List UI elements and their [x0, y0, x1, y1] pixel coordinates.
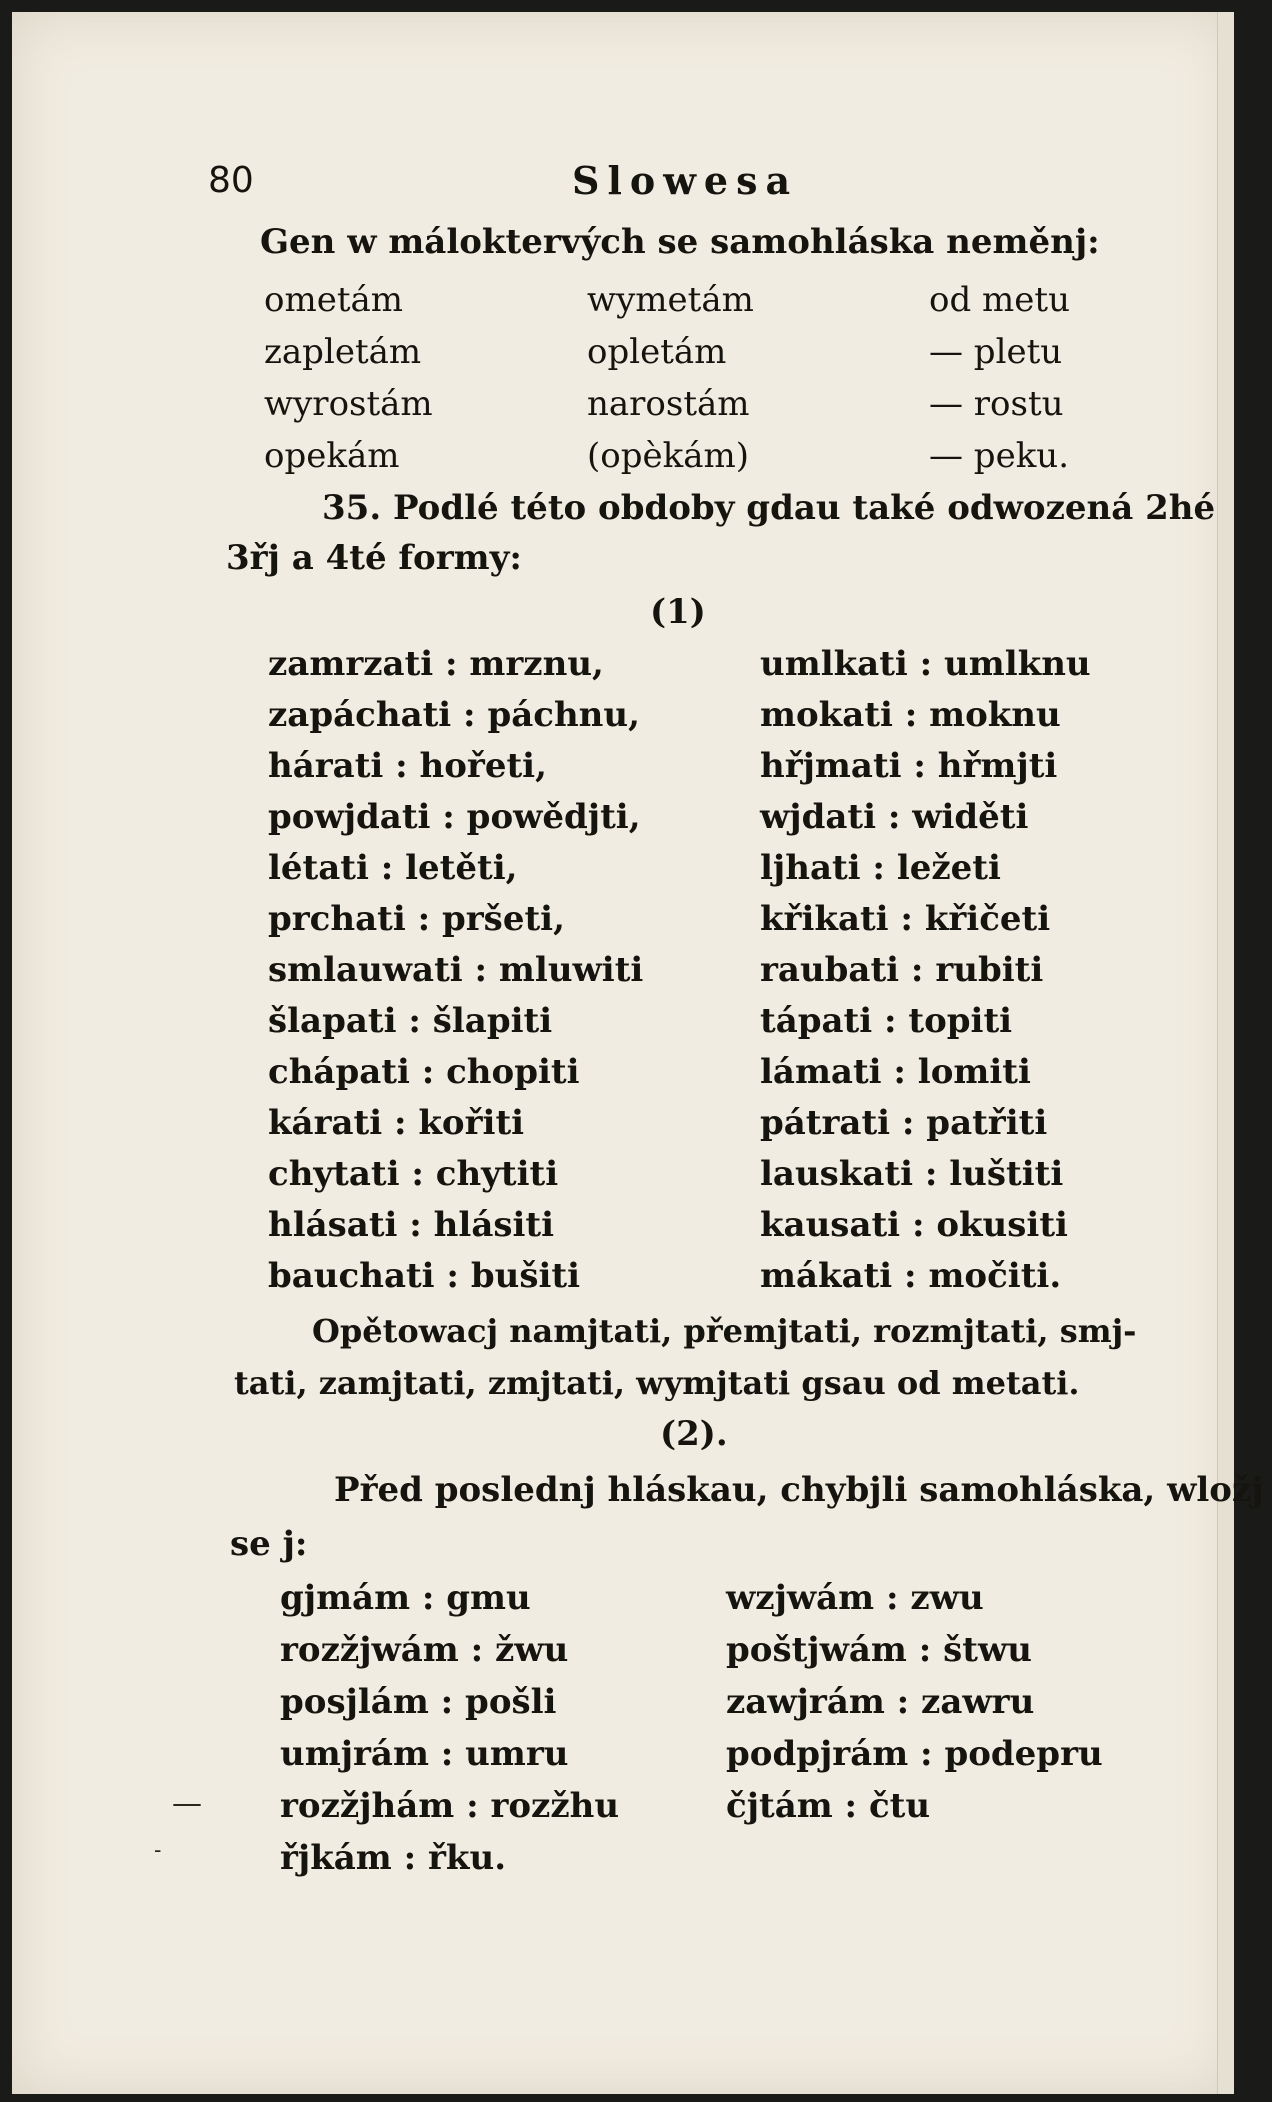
margin-mark: — [172, 1786, 202, 1821]
cell: ometám [264, 280, 404, 320]
table-row [12, 1205, 1212, 1257]
cell: podpjrám : podepru [726, 1734, 1103, 1774]
cell: wjdati : widěti [760, 797, 1029, 837]
table-row [12, 1001, 1212, 1053]
section-35-line-1: 35. Podlé této obdoby gdau také odwozená 2hé [322, 488, 1216, 528]
table-row [12, 1734, 1212, 1786]
table-row [12, 1103, 1212, 1155]
cell: umjrám : umru [280, 1734, 569, 1774]
cell: ljhati : ležeti [760, 848, 1001, 888]
running-title: Slowesa [572, 158, 799, 203]
cell: chytati : chytiti [268, 1154, 559, 1194]
table-row [12, 1052, 1212, 1104]
book-page [12, 12, 1264, 2094]
cell: opletám [587, 332, 727, 372]
margin-mark: - [154, 1838, 162, 1863]
table-row [12, 797, 1212, 849]
cell: poštjwám : štwu [726, 1630, 1032, 1670]
cell: mákati : močiti. [760, 1256, 1062, 1296]
cell: wyrostám [264, 384, 433, 424]
cell: rozžjhám : rozžhu [280, 1786, 620, 1826]
table-row [12, 384, 1212, 436]
cell: — pletu [929, 332, 1063, 372]
cell: šlapati : šlapiti [268, 1001, 553, 1041]
cell: lámati : lomiti [760, 1052, 1031, 1092]
cell: narostám [587, 384, 750, 424]
cell: rozžjwám : žwu [280, 1630, 569, 1670]
cell: powjdati : powědjti, [268, 797, 641, 837]
subsection-marker-2: (2). [660, 1414, 728, 1454]
cell: bauchati : bušiti [268, 1256, 580, 1296]
next-page-edge [1217, 12, 1234, 2094]
table-row [12, 899, 1212, 951]
cell: létati : letěti, [268, 848, 518, 888]
cell: wzjwám : zwu [726, 1578, 984, 1618]
table-row [12, 848, 1212, 900]
cell: gjmám : gmu [280, 1578, 531, 1618]
cell: mokati : moknu [760, 695, 1061, 735]
table-row [12, 1154, 1212, 1206]
cell: zapáchati : páchnu, [268, 695, 640, 735]
intro-line: Gen w máloktervých se samohláska neměnj: [260, 222, 1100, 262]
table-row [12, 644, 1212, 696]
cell: čjtám : čtu [726, 1786, 931, 1826]
cell: wymetám [587, 280, 754, 320]
cell: zamrzati : mrznu, [268, 644, 604, 684]
table-row [12, 436, 1212, 488]
table-row [12, 1256, 1212, 1308]
page-content [12, 12, 1264, 2094]
table-row [12, 695, 1212, 747]
table-row [12, 280, 1212, 332]
cell: hlásati : hlásiti [268, 1205, 555, 1245]
cell: lauskati : luštiti [760, 1154, 1064, 1194]
cell: — rostu [929, 384, 1064, 424]
table-row [12, 332, 1212, 384]
note-line-1: Opětowacj namjtati, přemjtati, rozmjtati, smj- [312, 1312, 1137, 1350]
subsection-2-desc-line-1: Před poslednj hláskau, chybjli samohláska, wložj [334, 1470, 1264, 1510]
note-line-2: tati, zamjtati, zmjtati, wymjtati gsau od metati. [234, 1364, 1080, 1402]
cell: chápati : chopiti [268, 1052, 580, 1092]
cell: pátrati : patřiti [760, 1103, 1048, 1143]
cell: hárati : hořeti, [268, 746, 547, 786]
cell: hřjmati : hřmjti [760, 746, 1058, 786]
cell: umlkati : umlknu [760, 644, 1091, 684]
page-number: 80 [208, 160, 254, 201]
cell: opekám [264, 436, 400, 476]
cell: zapletám [264, 332, 422, 372]
table-row [12, 1682, 1212, 1734]
cell: posjlám : pošli [280, 1682, 557, 1722]
subsection-marker-1: (1) [650, 592, 706, 632]
cell: od metu [929, 280, 1070, 320]
table-row [12, 1838, 1212, 1890]
cell: tápati : topiti [760, 1001, 1013, 1041]
table-row [12, 1578, 1212, 1630]
cell: řjkám : řku. [280, 1838, 507, 1878]
cell: (opèkám) [587, 436, 749, 476]
cell: — peku. [929, 436, 1070, 476]
cell: raubati : rubiti [760, 950, 1044, 990]
table-row [12, 1630, 1212, 1682]
cell: prchati : pršeti, [268, 899, 565, 939]
cell: kárati : kořiti [268, 1103, 525, 1143]
cell: kausati : okusiti [760, 1205, 1068, 1245]
table-row [12, 746, 1212, 798]
cell: smlauwati : mluwiti [268, 950, 644, 990]
cell: křikati : křičeti [760, 899, 1051, 939]
table-row [12, 950, 1212, 1002]
cell: zawjrám : zawru [726, 1682, 1035, 1722]
section-35-line-2: 3řj a 4té formy: [226, 538, 522, 578]
subsection-2-desc-line-2: se j: [230, 1524, 308, 1564]
